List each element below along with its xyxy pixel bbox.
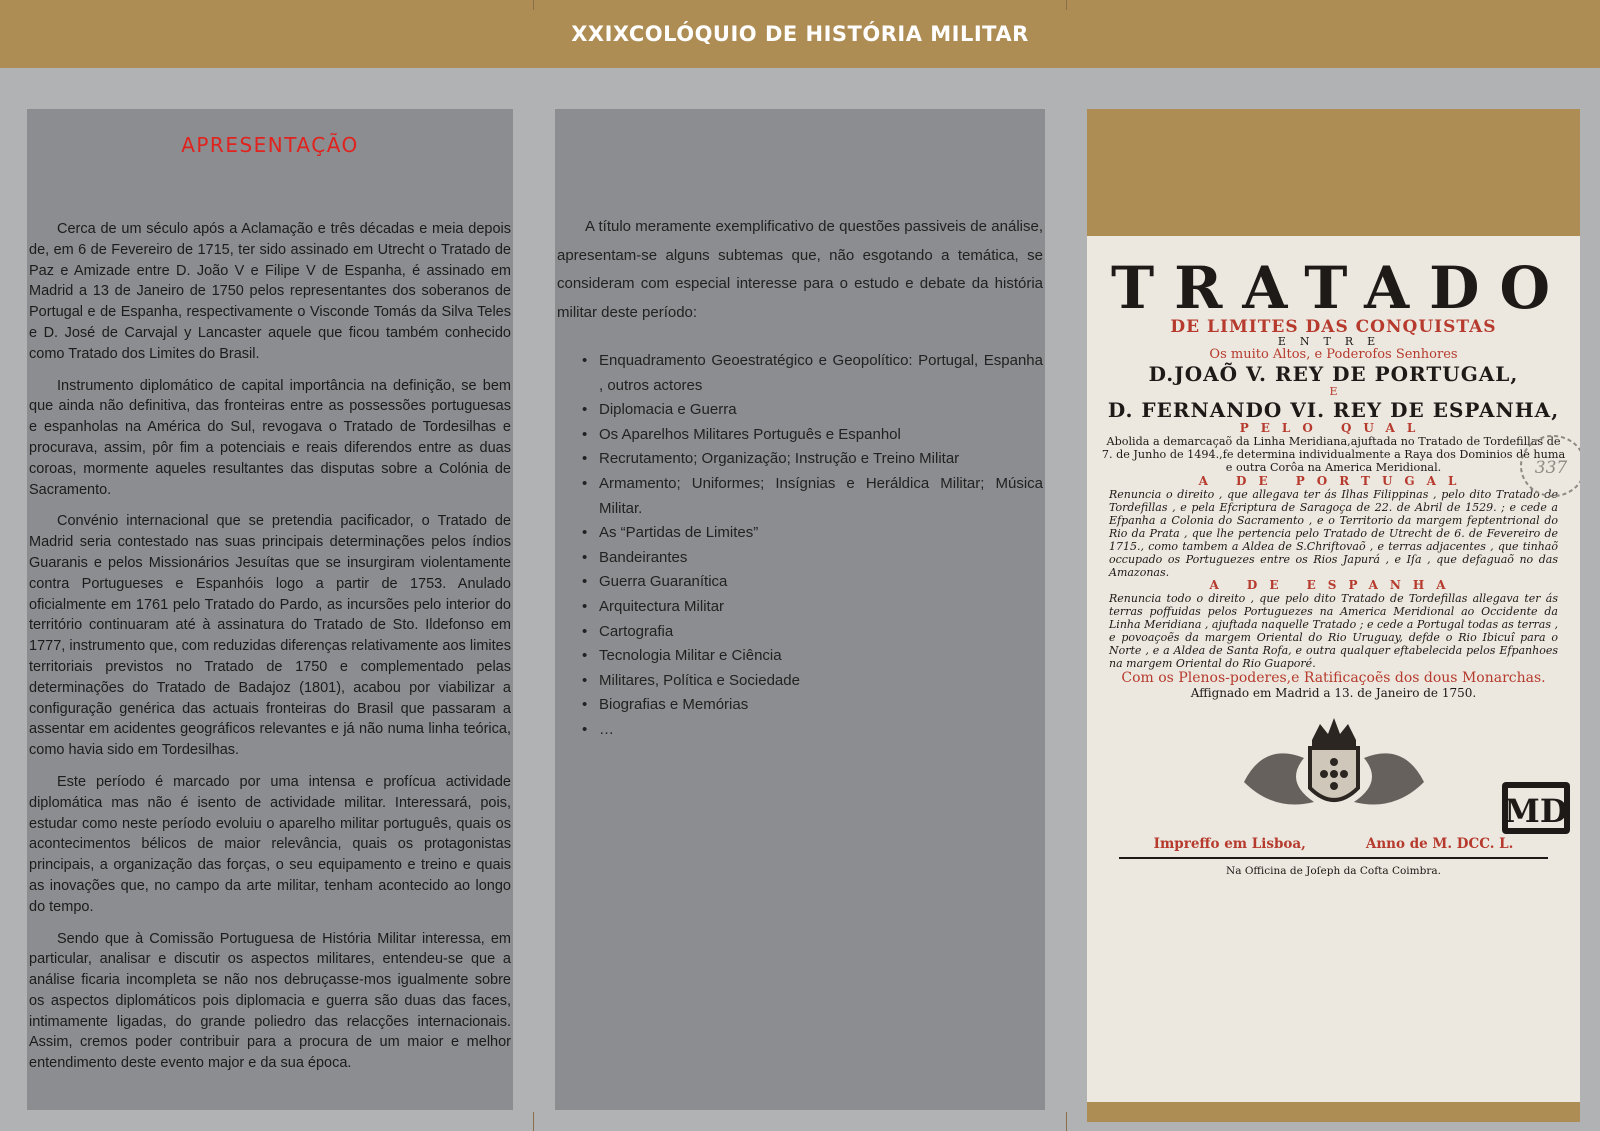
treaty-subtitle: DE LIMITES DAS CONQUISTAS bbox=[1170, 317, 1497, 337]
fold-mark bbox=[533, 1112, 534, 1131]
header-band bbox=[0, 0, 1600, 68]
paragraph: Sendo que à Comissão Portuguesa de História Militar interessa, em particular, analisar e discutir os aspectos militares, entendeu-se que a análise ficaria incompleta se não nos debruçasse-mos igualmente sobre os aspectos diplomáticos pois diplomacia e guerra são duas das faces, intimamente ligadas, do grande poliedro das relacções internacionais. Assim, cremos poder contribuir para a procura de um maior e melhor entendimento deste evento major e da sua época. bbox=[29, 930, 511, 1072]
treaty-title-page bbox=[1087, 236, 1580, 1102]
page-title: XXIXCOLÓQUIO DE HISTÓRIA MILITAR bbox=[571, 22, 1029, 46]
list-item: • Armamento; Uniformes; Insígnias e Heráldica Militar; Música Militar. bbox=[599, 472, 1043, 521]
list-item: • Militares, Política e Sociedade bbox=[599, 669, 1043, 694]
list-item: • Biografias e Memórias bbox=[599, 693, 1043, 718]
apresentacao-heading: APRESENTAÇÃO bbox=[181, 133, 359, 157]
treaty-line: D.JOAÕ V. REY DE PORTUGAL, bbox=[1148, 362, 1519, 386]
paragraph: Instrumento diplomático de capital importância na definição, se bem que ainda não definitiva, das fronteiras entre as possessões portuguesas e espanholas na América do Sul, revogava o Tratado de Tordesilhas e procurava, assim, pôr fim a potenciais e reais diferendos entre as duas coroas, mormente aqueles resultantes das disputas sobre a Colónia de Sacramento. bbox=[29, 377, 511, 498]
treaty-paragraph: Renuncia o direito , que allegava ter ás Ilhas Filippinas , pelo dito Tratado de Tordefillas , e pela Efcriptura de Saragoça de 22. de Abril de 1529. ; e cede a Efpanha a Colonia do Sacramento , e o Territorio da margem feptentrional do Rio da Prata , que lhe pertencia pelo Tratado de Utrecht de 6. de Fevereiro de 1715., como tambem a Aldea de S.Chriftovaõ , e terras adjacentes , que tinhaõ occupado os Portuguezes entre os Rios Japurá , e Iſa , que defaguaõ no das Amazonas. bbox=[1109, 487, 1558, 579]
imprint-line bbox=[1087, 836, 1580, 852]
subtemas-list bbox=[557, 349, 1043, 743]
library-stamp-icon bbox=[1500, 780, 1572, 836]
list-item: • Diplomacia e Guerra bbox=[599, 398, 1043, 423]
imprint-place: Impreffo em Lisboa, bbox=[1153, 835, 1306, 852]
divider bbox=[1119, 857, 1548, 859]
treaty-paragraph: Renuncia todo o direito , que pelo dito Tratado de Tordefillas allegava ter ás terras poffuidas pelos Portuguezes na America Meridional ao Occidente da Linha Meridiana , ajuftada naquelle Tratado ; e cede a Portugal todas as terras , e povoaçoẽs da margem Oriental do Rio Uruguay, defde o Rio Ibicuî para o Norte , e a Aldea de Santa Rofa, e outra qualquer eftabelecida pelos Efpanhoes na margem Oriental do Rio Guaporé. bbox=[1109, 591, 1558, 670]
apresentacao-panel bbox=[27, 109, 513, 1110]
list-item: • … bbox=[599, 718, 1043, 743]
treaty-line: D. FERNANDO VI. REY DE ESPANHA, bbox=[1107, 398, 1560, 422]
list-item: • Bandeirantes bbox=[599, 546, 1043, 571]
treaty-line: Com os Plenos-poderes,e Ratificaçoẽs dos dous Monarchas. bbox=[1121, 669, 1546, 686]
apresentacao-body bbox=[29, 219, 511, 1074]
subtemas-panel bbox=[555, 109, 1045, 1110]
fold-mark bbox=[1066, 0, 1067, 10]
treaty-line: E bbox=[1329, 385, 1338, 398]
paragraph: Cerca de um século após a Aclamação e três décadas e meia depois de, em 6 de Fevereiro de 1715, ter sido assinado em Utrecht o Tratado de Paz e Amizade entre D. João V e Filipe V de Espanha, é assinado em Madrid a 13 de Janeiro de 1750 pelos representantes dos soberanos de Portugal e de Espanha, respectivamente o Visconde Tomás da Silva Teles e D. José de Carvajal y Lancaster aquele que ficou também conhecido como Tratado dos Limites do Brasil. bbox=[29, 221, 511, 362]
list-item: • Arquitectura Militar bbox=[599, 595, 1043, 620]
printer-line: Na Officina de Joſeph da Cofta Coimbra. bbox=[1226, 864, 1441, 877]
list-item: • Tecnologia Militar e Ciência bbox=[599, 644, 1043, 669]
seal-number: 337 bbox=[1534, 458, 1568, 478]
list-item: • As “Partidas de Limites” bbox=[599, 521, 1043, 546]
imprint-year: Anno de M. DCC. L. bbox=[1365, 835, 1514, 852]
paragraph: Este período é marcado por uma intensa e profícua actividade diplomática mas não é isento de actividade militar. Interessará, pois, estudar como neste período evoluiu o aparelho militar português, quais os acontecimentos bélicos de maior relevância, quais os protagonistas principais, a organização das forças, o seu equipamento e treino e quais as inovações que, no campo da arte militar, tenham acontecido ao longo do tempo. bbox=[29, 773, 511, 915]
fold-mark bbox=[1066, 1112, 1067, 1131]
fold-mark bbox=[533, 0, 534, 10]
subtemas-intro: A título meramente exemplificativo de questões passiveis de análise, apresentam-se alguns subtemas que, não esgotando a temática, se consideram com especial interesse para o estudo e debate da história militar deste período: bbox=[557, 218, 1043, 321]
treaty-line: ENTRE bbox=[1277, 335, 1390, 348]
treaty-title: TRATADO bbox=[1111, 254, 1570, 322]
treaty-line: PELO QUAL bbox=[1239, 421, 1428, 435]
list-item: • Os Aparelhos Militares Português e Espanhol bbox=[599, 423, 1043, 448]
treaty-line: A DE ESPANHA bbox=[1209, 577, 1458, 592]
stamp-text: MD bbox=[1504, 792, 1568, 830]
treaty-line: Os muito Altos, e Poderofos Senhores bbox=[1209, 347, 1458, 362]
royal-crest-icon bbox=[1224, 712, 1444, 830]
treaty-line: A DE PORTUGAL bbox=[1198, 473, 1469, 488]
list-item: • Guerra Guaranítica bbox=[599, 570, 1043, 595]
library-seal-icon bbox=[1518, 431, 1580, 501]
paragraph: Convénio internacional que se pretendia pacificador, o Tratado de Madrid seria contestado nas suas principais determinações pelos índios Guaranis e pelos Missionários Jesuítas que se insurgiram violentamente contra Portugueses e Espanhóis logo a partir de 1753. Anulado oficialmente em 1761 pelo Tratado do Pardo, as incursões pelo interior do território continuaram até à assinatura do Tratado de Sto. Ildefonso em 1777, instrumento que, com reduzidas diferenças relativamente aos limites territoriais previstos no Tratado de 1750 e complementado pelas determinações do Tratado de Badajoz (1801), acabou por viabilizar a configuração genérica das actuais fronteiras do Brasil que passaram a assentar em acidentes geográficos relevantes e já não numa linha teórica, como havia sido em Tordesilhas. bbox=[29, 513, 511, 759]
treaty-line: Affignado em Madrid a 13. de Janeiro de 1750. bbox=[1190, 685, 1477, 700]
list-item: • Cartografia bbox=[599, 620, 1043, 645]
list-item: • Recrutamento; Organização; Instrução e Treino Militar bbox=[599, 447, 1043, 472]
treaty-paragraph: Abolida a demarcaçaõ da Linha Meridiana,ajuftada no Tratado de Tordefillas de 7. de Junho de 1494.,fe determina individualmente a Raya dos Dominios de huma e outra Corôa na America Meridional. bbox=[1101, 435, 1566, 475]
list-item: • Enquadramento Geoestratégico e Geopolítico: Portugal, Espanha , outros actores bbox=[599, 349, 1043, 398]
title-page-panel bbox=[1087, 109, 1580, 1122]
